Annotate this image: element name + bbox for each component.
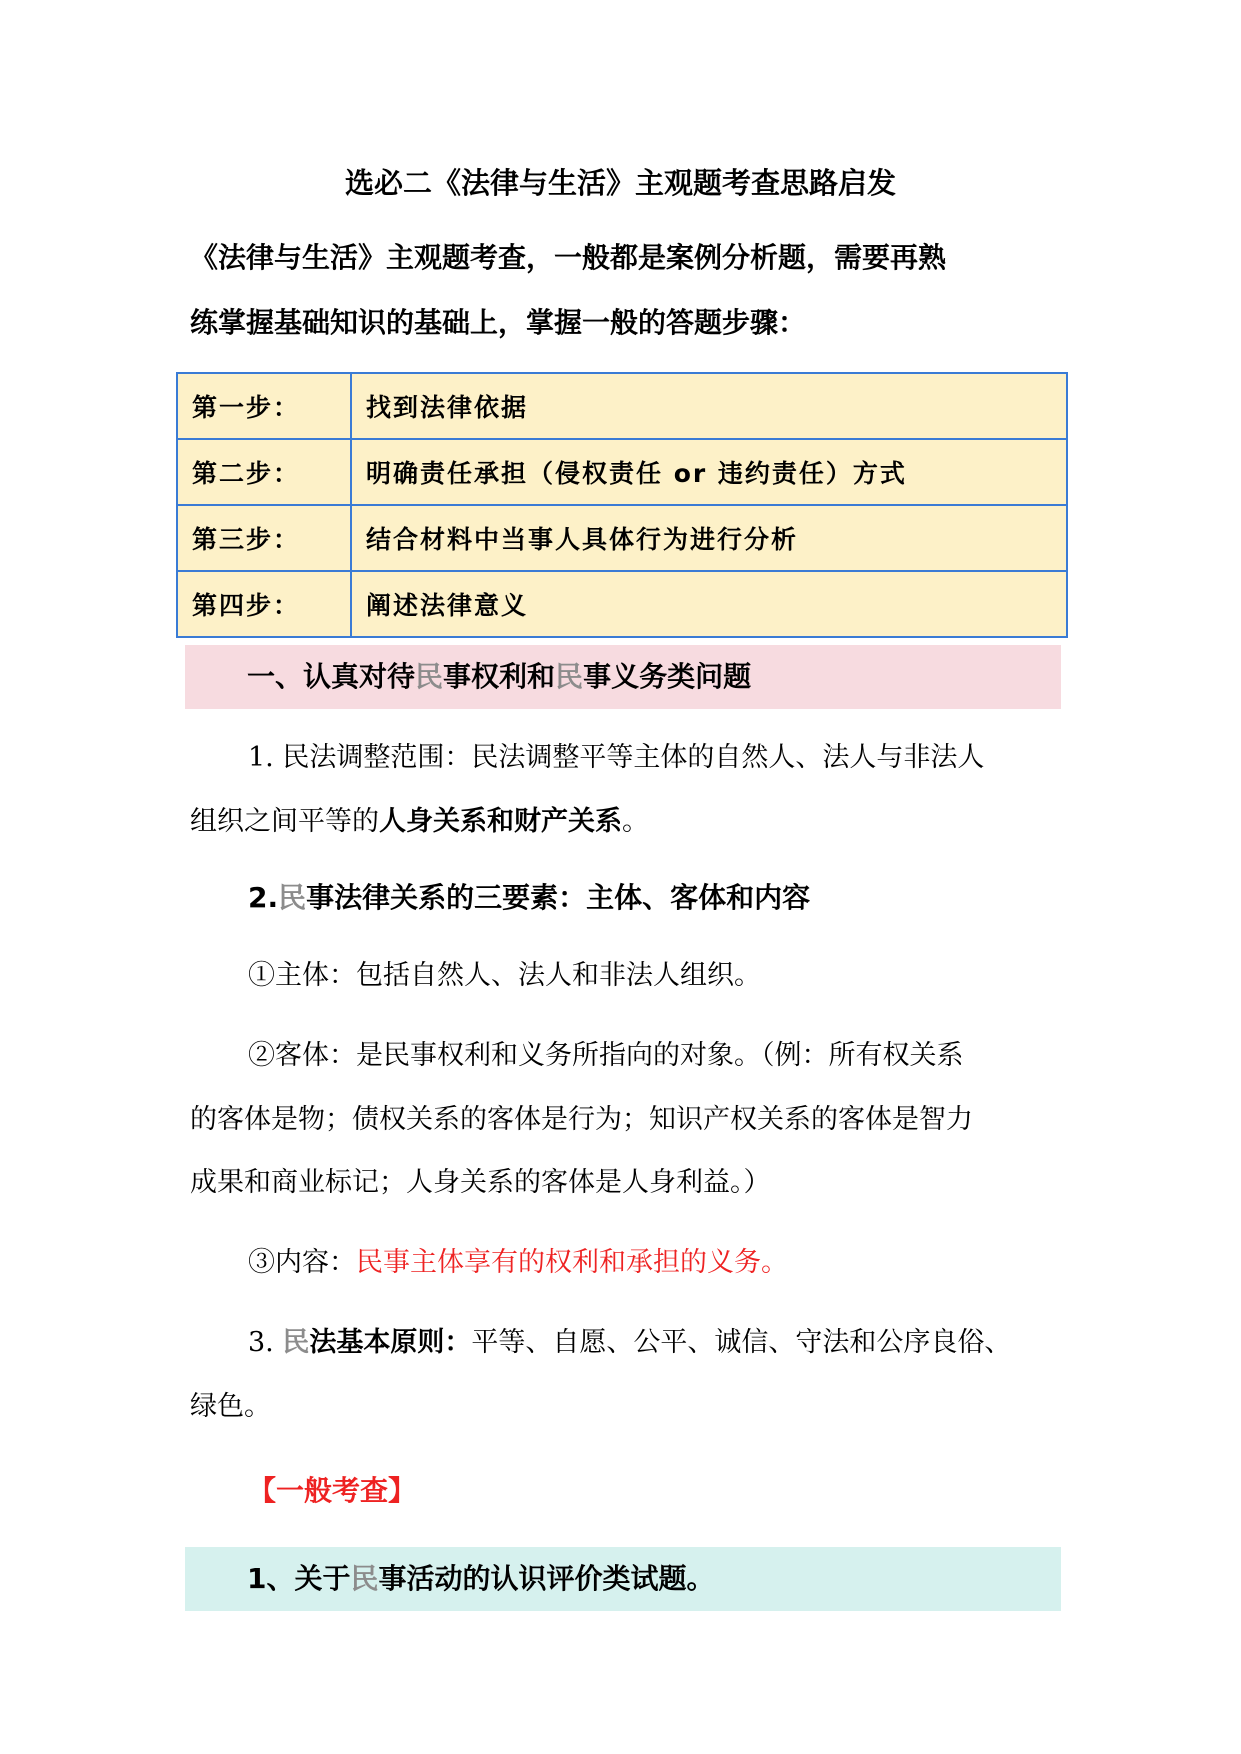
item3-rest: 平等、自愿、公平、诚信、守法和公序良俗、: [471, 1327, 1012, 1358]
item3-num: 3.: [248, 1327, 283, 1358]
section-heading: [247, 645, 751, 709]
subheading-grey-char: 民: [350, 1562, 379, 1595]
heading-part: 事权利和: [443, 660, 556, 693]
content-line: [248, 1243, 788, 1283]
item1-line-2: [190, 802, 649, 842]
subsection-heading: [247, 1547, 715, 1611]
step-text: 找到法律依据: [351, 373, 1067, 439]
step-label: 第二步：: [177, 439, 351, 505]
item1-line-1: 1. 民法调整范围：民法调整平等主体的自然人、法人与非法人: [248, 742, 985, 773]
subheading-part: 事活动的认识评价类试题。: [378, 1562, 715, 1595]
heading-part: 事义务类问题: [583, 660, 752, 693]
object-line-2: 的客体是物；债权关系的客体是行为；知识产权关系的客体是智力: [190, 1104, 973, 1135]
step-row: [177, 505, 1067, 571]
item1-end: 。: [622, 806, 649, 837]
item2-grey-char: 民: [278, 881, 307, 914]
step-row: [177, 571, 1067, 637]
content-red-text: 民事主体享有的权利和承担的义务。: [356, 1247, 788, 1278]
general-heading: 【一般考查】: [248, 1474, 417, 1507]
item3-grey-char: 民: [282, 1327, 310, 1358]
subheading-part: 1、关于: [247, 1562, 351, 1595]
item1-plain: 组织之间平等的: [190, 806, 379, 837]
step-text: 阐述法律意义: [351, 571, 1067, 637]
step-label: 第一步：: [177, 373, 351, 439]
intro-line-1: 《法律与生活》主观题考查，一般都是案例分析题，需要再熟: [190, 241, 947, 274]
steps-table: [176, 372, 1068, 638]
step-row: [177, 439, 1067, 505]
heading-grey-char: 民: [555, 660, 584, 693]
item2-rest: 事法律关系的三要素：主体、客体和内容: [306, 881, 811, 914]
subject-line: ①主体：包括自然人、法人和非法人组织。: [248, 960, 761, 991]
item3-bold: 法基本原则：: [309, 1327, 472, 1358]
step-text: 结合材料中当事人具体行为进行分析: [351, 505, 1067, 571]
content-label: ③内容：: [248, 1247, 356, 1278]
heading-part: 一、认真对待: [247, 660, 416, 693]
item3-line-1: [248, 1323, 1011, 1363]
heading-grey-char: 民: [415, 660, 444, 693]
intro-line-2: 练掌握基础知识的基础上，掌握一般的答题步骤：: [190, 306, 807, 339]
section-heading-band: [185, 645, 1061, 709]
item2-num: 2.: [248, 881, 279, 914]
step-text: 明确责任承担（侵权责任 or 违约责任）方式: [351, 439, 1067, 505]
item1-bold: 人身关系和财产关系: [379, 806, 622, 837]
object-line-1: ②客体：是民事权利和义务所指向的对象。（例：所有权关系: [248, 1040, 964, 1071]
item3-line-2: 绿色。: [190, 1391, 271, 1422]
step-label: 第三步：: [177, 505, 351, 571]
item2-heading: [248, 878, 810, 918]
step-label: 第四步：: [177, 571, 351, 637]
subsection-heading-band: [185, 1547, 1061, 1611]
step-row: [177, 373, 1067, 439]
object-line-3: 成果和商业标记；人身关系的客体是人身利益。）: [190, 1167, 771, 1198]
page-title: 选必二《法律与生活》主观题考查思路启发: [344, 166, 896, 200]
